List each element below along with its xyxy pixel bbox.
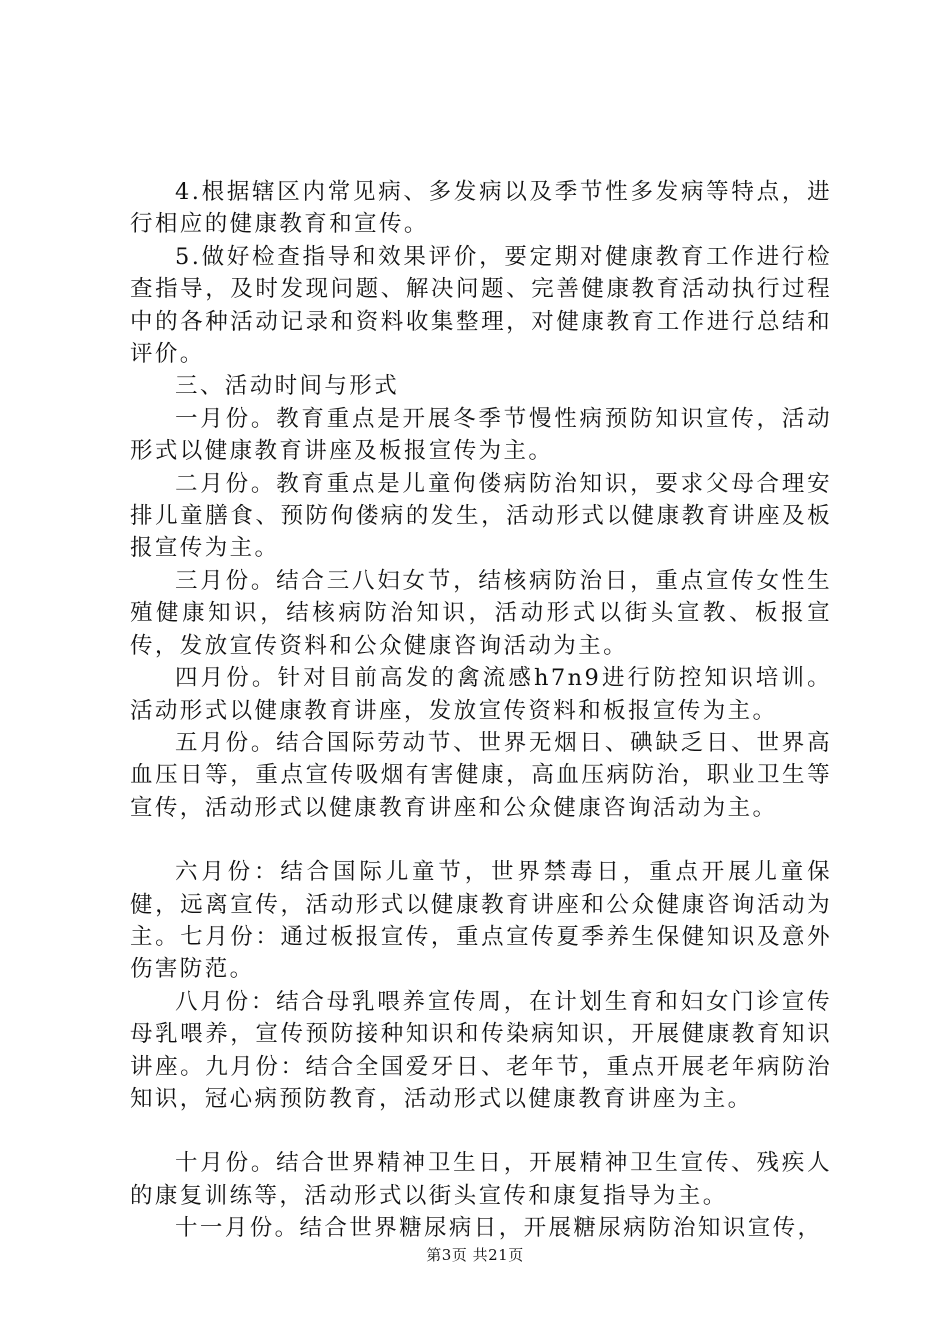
paragraph-item-4: 4.根据辖区内常见病、多发病以及季节性多发病等特点，进行相应的健康教育和宣传。 <box>130 179 832 238</box>
paragraph-november: 十一月份。结合世界糖尿病日，开展糖尿病防治知识宣传， <box>175 1215 823 1242</box>
paragraph-april: 四月份。针对目前高发的禽流感h7n9进行防控知识培训。活动形式以健康教育讲座，发放宣传资料和板报宣传为主。 <box>130 665 832 724</box>
paragraph-october: 十月份。结合世界精神卫生日，开展精神卫生宣传、残疾人的康复训练等，活动形式以街头宣传和康复指导为主。 <box>130 1150 832 1209</box>
paragraph-item-5: 5.做好检查指导和效果评价，要定期对健康教育工作进行检查指导，及时发现问题、解决问题、完善健康教育活动执行过程中的各种活动记录和资料收集整理，对健康教育工作进行总结和评价。 <box>130 243 832 368</box>
paragraph-january: 一月份。教育重点是开展冬季节慢性病预防知识宣传，活动形式以健康教育讲座及板报宣传为主。 <box>130 405 832 465</box>
paragraph-march: 三月份。结合三八妇女节，结核病防治日，重点宣传女性生殖健康知识，结核病防治知识，活动形式以街头宣教、板报宣传，发放宣传资料和公众健康咨询活动为主。 <box>130 567 832 659</box>
paragraph-spacer <box>130 1115 832 1147</box>
section-heading: 三、活动时间与形式 <box>175 373 400 400</box>
page-number-footer: 第3页 共21页 <box>426 1246 524 1264</box>
paragraph-spacer <box>130 824 832 856</box>
document-body <box>130 176 832 1245</box>
paragraph-august-september: 八月份：结合母乳喂养宣传周，在计划生育和妇女门诊宣传母乳喂养，宣传预防接种知识和传染病知识，开展健康教育知识讲座。九月份：结合全国爱牙日、老年节，重点开展老年病防治知识，冠心病预防教育，活动形式以健康教育讲座为主。 <box>130 988 832 1112</box>
paragraph-june-july: 六月份：结合国际儿童节，世界禁毒日，重点开展儿童保健，远离宣传，活动形式以健康教育讲座和公众健康咨询活动为主。七月份：通过板报宣传，重点宣传夏季养生保健知识及意外伤害防范。 <box>130 859 832 983</box>
paragraph-may: 五月份。结合国际劳动节、世界无烟日、碘缺乏日、世界高血压日等，重点宣传吸烟有害健康，高血压病防治，职业卫生等宣传，活动形式以健康教育讲座和公众健康咨询活动为主。 <box>130 729 832 821</box>
paragraph-february: 二月份。教育重点是儿童佝偻病防治知识，要求父母合理安排儿童膳食、预防佝偻病的发生，活动形式以健康教育讲座及板报宣传为主。 <box>130 470 832 562</box>
